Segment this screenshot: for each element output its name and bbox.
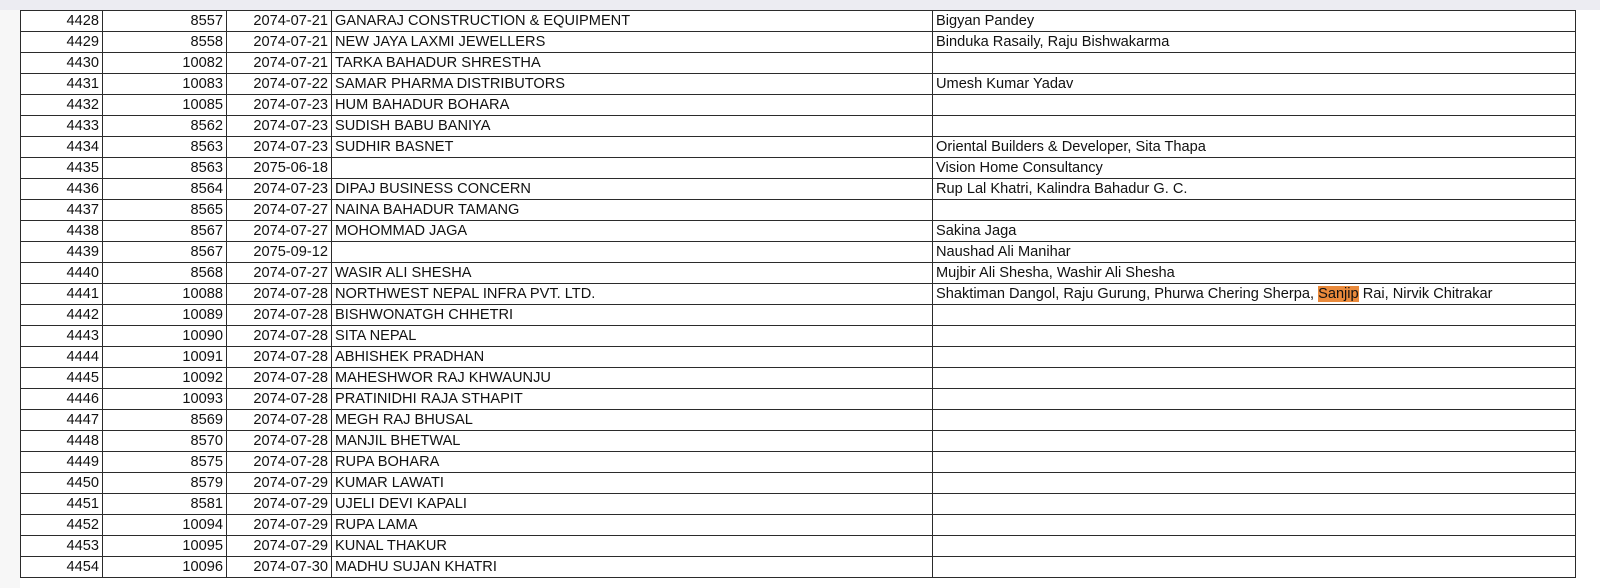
registration-number-cell: 8563: [103, 158, 227, 179]
table-body: [21, 11, 1576, 578]
serial-number-cell: 4445: [21, 368, 103, 389]
registration-number-cell: 10090: [103, 326, 227, 347]
registration-number-cell: 10085: [103, 95, 227, 116]
search-highlight: Sanjip: [1318, 286, 1359, 302]
serial-number-cell: 4449: [21, 452, 103, 473]
company-name-cell: RUPA BOHARA: [332, 452, 933, 473]
table-row: [21, 305, 1576, 326]
registration-date-cell: 2074-07-28: [227, 284, 332, 305]
serial-number-cell: 4430: [21, 53, 103, 74]
associated-persons-cell: [933, 305, 1576, 326]
associated-persons-cell: Vision Home Consultancy: [933, 158, 1576, 179]
company-name-cell: MAHESHWOR RAJ KHWAUNJU: [332, 368, 933, 389]
table-row: [21, 53, 1576, 74]
table-row: [21, 326, 1576, 347]
company-name-cell: NORTHWEST NEPAL INFRA PVT. LTD.: [332, 284, 933, 305]
page-left-margin: [0, 10, 20, 588]
serial-number-cell: 4439: [21, 242, 103, 263]
associated-persons-cell: [933, 515, 1576, 536]
serial-number-cell: 4446: [21, 389, 103, 410]
table-row: [21, 32, 1576, 53]
serial-number-cell: 4440: [21, 263, 103, 284]
registration-date-cell: 2074-07-28: [227, 347, 332, 368]
company-name-cell: SUDHIR BASNET: [332, 137, 933, 158]
associated-persons-cell: Umesh Kumar Yadav: [933, 74, 1576, 95]
associated-persons-cell: [933, 431, 1576, 452]
company-name-cell: KUMAR LAWATI: [332, 473, 933, 494]
table-row: [21, 74, 1576, 95]
associated-persons-cell: [933, 53, 1576, 74]
associated-persons-text: Shaktiman Dangol, Raju Gurung, Phurwa Chering Sherpa,: [936, 286, 1319, 302]
company-name-cell: KUNAL THAKUR: [332, 536, 933, 557]
registration-number-cell: 8579: [103, 473, 227, 494]
table-row: [21, 431, 1576, 452]
registration-date-cell: 2074-07-29: [227, 536, 332, 557]
associated-persons-cell: [933, 494, 1576, 515]
associated-persons-cell: [933, 116, 1576, 137]
registration-number-cell: 8562: [103, 116, 227, 137]
serial-number-cell: 4442: [21, 305, 103, 326]
associated-persons-text: Rai, Nirvik Chitrakar: [1358, 286, 1493, 302]
registration-date-cell: 2074-07-22: [227, 74, 332, 95]
registration-number-cell: 8563: [103, 137, 227, 158]
table-row: [21, 221, 1576, 242]
associated-persons-cell: [933, 452, 1576, 473]
company-name-cell: WASIR ALI SHESHA: [332, 263, 933, 284]
associated-persons-cell: [933, 473, 1576, 494]
company-name-cell: RUPA LAMA: [332, 515, 933, 536]
table-row: [21, 284, 1576, 305]
registration-date-cell: 2075-09-12: [227, 242, 332, 263]
registration-date-cell: 2074-07-23: [227, 116, 332, 137]
serial-number-cell: 4450: [21, 473, 103, 494]
company-name-cell: DIPAJ BUSINESS CONCERN: [332, 179, 933, 200]
registration-date-cell: 2074-07-21: [227, 53, 332, 74]
serial-number-cell: 4431: [21, 74, 103, 95]
serial-number-cell: 4429: [21, 32, 103, 53]
company-name-cell: NAINA BAHADUR TAMANG: [332, 200, 933, 221]
registration-date-cell: 2074-07-23: [227, 137, 332, 158]
company-name-cell: MEGH RAJ BHUSAL: [332, 410, 933, 431]
table-row: [21, 200, 1576, 221]
company-name-cell: ABHISHEK PRADHAN: [332, 347, 933, 368]
table-row: [21, 179, 1576, 200]
registration-number-cell: 10095: [103, 536, 227, 557]
company-name-cell: HUM BAHADUR BOHARA: [332, 95, 933, 116]
registration-number-cell: 8568: [103, 263, 227, 284]
registration-number-cell: 10094: [103, 515, 227, 536]
table-row: [21, 116, 1576, 137]
registration-date-cell: 2074-07-21: [227, 32, 332, 53]
company-name-cell: SAMAR PHARMA DISTRIBUTORS: [332, 74, 933, 95]
registration-number-cell: 8567: [103, 242, 227, 263]
document-sheet: [0, 10, 1600, 588]
table-row: [21, 263, 1576, 284]
registration-date-cell: 2074-07-21: [227, 11, 332, 32]
company-name-cell: SUDISH BABU BANIYA: [332, 116, 933, 137]
company-name-cell: [332, 242, 933, 263]
serial-number-cell: 4432: [21, 95, 103, 116]
table-row: [21, 389, 1576, 410]
registration-number-cell: 8564: [103, 179, 227, 200]
serial-number-cell: 4448: [21, 431, 103, 452]
serial-number-cell: 4435: [21, 158, 103, 179]
registration-number-cell: 10088: [103, 284, 227, 305]
table-row: [21, 242, 1576, 263]
registration-date-cell: 2074-07-27: [227, 221, 332, 242]
company-name-cell: GANARAJ CONSTRUCTION & EQUIPMENT: [332, 11, 933, 32]
serial-number-cell: 4453: [21, 536, 103, 557]
registration-date-cell: 2074-07-29: [227, 515, 332, 536]
table-row: [21, 368, 1576, 389]
associated-persons-cell: Rup Lal Khatri, Kalindra Bahadur G. C.: [933, 179, 1576, 200]
company-name-cell: MANJIL BHETWAL: [332, 431, 933, 452]
table-row: [21, 158, 1576, 179]
serial-number-cell: 4441: [21, 284, 103, 305]
company-name-cell: TARKA BAHADUR SHRESTHA: [332, 53, 933, 74]
associated-persons-cell: [933, 95, 1576, 116]
serial-number-cell: 4433: [21, 116, 103, 137]
registration-date-cell: 2074-07-29: [227, 473, 332, 494]
table-row: [21, 557, 1576, 578]
table-row: [21, 473, 1576, 494]
company-name-cell: SITA NEPAL: [332, 326, 933, 347]
serial-number-cell: 4438: [21, 221, 103, 242]
company-name-cell: BISHWONATGH CHHETRI: [332, 305, 933, 326]
registration-date-cell: 2074-07-28: [227, 410, 332, 431]
registration-date-cell: 2074-07-23: [227, 179, 332, 200]
company-name-cell: MOHOMMAD JAGA: [332, 221, 933, 242]
associated-persons-cell: Naushad Ali Manihar: [933, 242, 1576, 263]
table-row: [21, 137, 1576, 158]
company-name-cell: MADHU SUJAN KHATRI: [332, 557, 933, 578]
associated-persons-cell: [933, 557, 1576, 578]
company-name-cell: UJELI DEVI KAPALI: [332, 494, 933, 515]
registration-date-cell: 2074-07-28: [227, 305, 332, 326]
associated-persons-cell: Oriental Builders & Developer, Sita Thapa: [933, 137, 1576, 158]
associated-persons-cell: [933, 200, 1576, 221]
table-row: [21, 95, 1576, 116]
registration-number-cell: 10096: [103, 557, 227, 578]
associated-persons-cell: Mujbir Ali Shesha, Washir Ali Shesha: [933, 263, 1576, 284]
company-name-cell: NEW JAYA LAXMI JEWELLERS: [332, 32, 933, 53]
associated-persons-cell: [933, 368, 1576, 389]
serial-number-cell: 4454: [21, 557, 103, 578]
associated-persons-cell: [933, 326, 1576, 347]
registration-date-cell: 2074-07-29: [227, 494, 332, 515]
registration-number-cell: 10082: [103, 53, 227, 74]
associated-persons-cell: [933, 536, 1576, 557]
registration-date-cell: 2074-07-27: [227, 200, 332, 221]
registration-number-cell: 10091: [103, 347, 227, 368]
registration-table: [20, 10, 1576, 578]
registration-number-cell: 8575: [103, 452, 227, 473]
registration-date-cell: 2074-07-30: [227, 557, 332, 578]
registration-number-cell: 8565: [103, 200, 227, 221]
associated-persons-cell: [933, 389, 1576, 410]
registration-date-cell: 2074-07-27: [227, 263, 332, 284]
registration-date-cell: 2074-07-28: [227, 452, 332, 473]
table-row: [21, 515, 1576, 536]
associated-persons-cell: Sakina Jaga: [933, 221, 1576, 242]
registration-number-cell: 10089: [103, 305, 227, 326]
registration-number-cell: 8581: [103, 494, 227, 515]
registration-date-cell: 2074-07-28: [227, 389, 332, 410]
registration-number-cell: 8557: [103, 11, 227, 32]
serial-number-cell: 4451: [21, 494, 103, 515]
associated-persons-cell: Bigyan Pandey: [933, 11, 1576, 32]
registration-number-cell: 8558: [103, 32, 227, 53]
company-name-cell: PRATINIDHI RAJA STHAPIT: [332, 389, 933, 410]
table-row: [21, 410, 1576, 431]
table-row: [21, 494, 1576, 515]
registration-number-cell: 10083: [103, 74, 227, 95]
serial-number-cell: 4444: [21, 347, 103, 368]
serial-number-cell: 4436: [21, 179, 103, 200]
registration-date-cell: 2074-07-28: [227, 431, 332, 452]
serial-number-cell: 4437: [21, 200, 103, 221]
table-row: [21, 452, 1576, 473]
serial-number-cell: 4443: [21, 326, 103, 347]
associated-persons-cell: [933, 347, 1576, 368]
registration-date-cell: 2074-07-28: [227, 326, 332, 347]
serial-number-cell: 4447: [21, 410, 103, 431]
registration-number-cell: 8569: [103, 410, 227, 431]
associated-persons-cell: [933, 410, 1576, 431]
registration-number-cell: 8570: [103, 431, 227, 452]
registration-date-cell: 2074-07-28: [227, 368, 332, 389]
serial-number-cell: 4452: [21, 515, 103, 536]
registration-number-cell: 10092: [103, 368, 227, 389]
associated-persons-cell: [933, 284, 1576, 305]
serial-number-cell: 4428: [21, 11, 103, 32]
table-row: [21, 347, 1576, 368]
table-row: [21, 536, 1576, 557]
serial-number-cell: 4434: [21, 137, 103, 158]
registration-date-cell: 2074-07-23: [227, 95, 332, 116]
associated-persons-cell: Binduka Rasaily, Raju Bishwakarma: [933, 32, 1576, 53]
registration-number-cell: 10093: [103, 389, 227, 410]
company-name-cell: [332, 158, 933, 179]
registration-date-cell: 2075-06-18: [227, 158, 332, 179]
table-row: [21, 11, 1576, 32]
registration-number-cell: 8567: [103, 221, 227, 242]
